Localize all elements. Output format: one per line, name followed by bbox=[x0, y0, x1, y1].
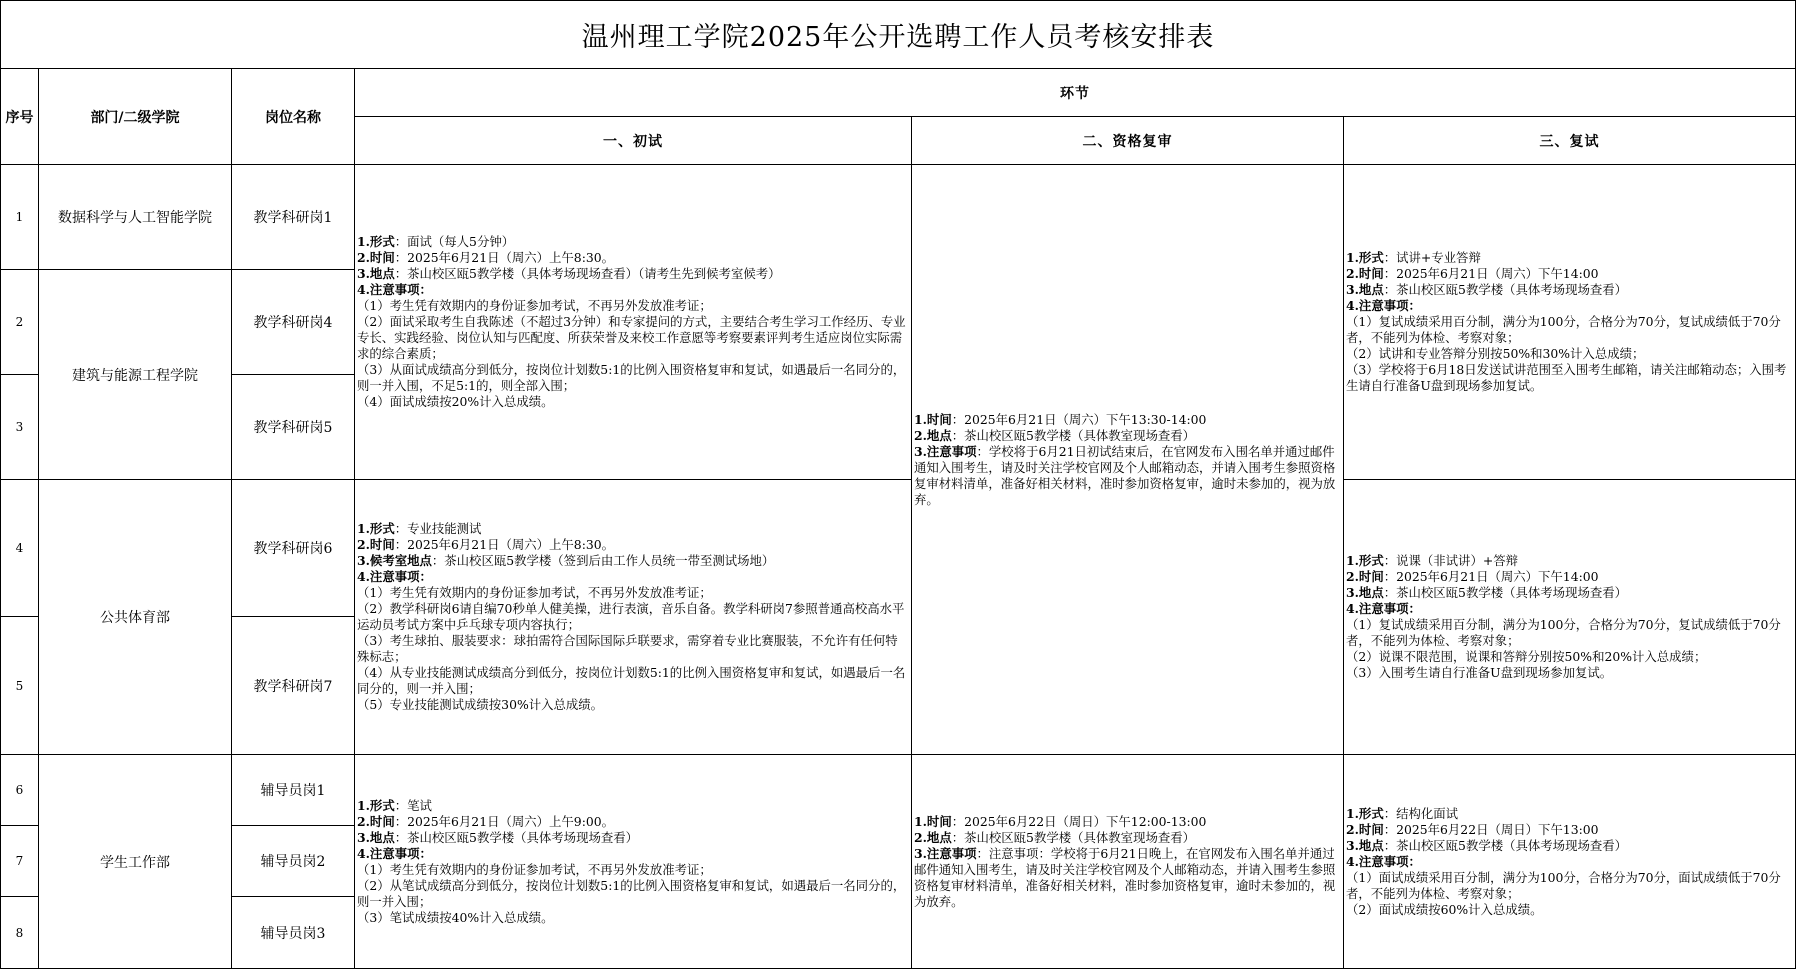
post-cell: 教学科研岗4 bbox=[232, 270, 355, 375]
final-exam-cell: 1.形式：说课（非试讲）+答辩 2.时间：2025年6月21日（周六）下午14:00 3.地点：茶山校区瓯5教学楼（具体考场现场查看） 4.注意事项： （1）复试成绩采用百分制，满分为100分，合格分为70分，复试成绩低于70分者，不能列为体检、考察对象； （2）说课不限范围，说课和答辩分别按50%和20%计入总成绩； （3）入围考生请自行准备U盘到现场参加复试。 bbox=[1344, 480, 1796, 755]
field-key: 1.形式 bbox=[357, 797, 395, 813]
field-value: ：结构化面试 bbox=[1383, 805, 1459, 821]
field-value: ：茶山校区瓯5教学楼（具体考场现场查看） bbox=[1383, 585, 1628, 600]
field-key: 3.注意事项 bbox=[914, 443, 977, 459]
note-line: （1）复试成绩采用百分制，满分为100分，合格分为70分，复试成绩低于70分者，不能列为体检、考察对象； bbox=[1346, 314, 1781, 345]
row-seq: 4 bbox=[1, 480, 39, 617]
field-key: 3.地点 bbox=[1346, 282, 1384, 297]
field-value: ：2025年6月21日（周六）上午8:30。 bbox=[394, 250, 615, 265]
field-value: ：笔试 bbox=[394, 797, 432, 813]
note-line: （4）从专业技能测试成绩高分到低分，按岗位计划数5:1的比例入围资格复审和复试，如遇最后一名同分的，则一并入围； bbox=[357, 665, 906, 696]
field-value: ：试讲+专业答辩 bbox=[1383, 250, 1481, 265]
initial-exam-cell: 1.形式：专业技能测试 2.时间：2025年6月21日（周六）上午8:30。 3.候考室地点：茶山校区瓯5教学楼（签到后由工作人员统一带至测试场地） 4.注意事项： （1）考生凭有效期内的身份证参加考试，不再另外发放准考证； （2）教学科研岗6请自编70秒单人健美操，进行表演，音乐自备。教学科研岗7参照普通高校高水平运动员考试方案中乒乓球专项内容执行； （3）考生球拍、服装要求：球拍需符合国际国际乒联要求，需穿着专业比赛服装，不允许有任何特殊标志； （4）从专业技能测试成绩高分到低分，按岗位计划数5:1的比例入围资格复审和复试，如遇最后一名同分的，则一并入围； （5）专业技能测试成绩按30%计入总成绩。 bbox=[355, 480, 912, 755]
row-seq: 7 bbox=[1, 826, 39, 897]
field-key: 1.形式 bbox=[1346, 805, 1384, 821]
field-key: 4.注意事项 bbox=[1346, 298, 1409, 313]
page-title: 温州理工学院2025年公开选聘工作人员考核安排表 bbox=[1, 1, 1796, 69]
qualification-review-cell bbox=[912, 165, 1344, 755]
field-value: ：2025年6月21日（周六）上午9:00。 bbox=[394, 813, 615, 829]
field-key: 3.地点 bbox=[1346, 837, 1384, 853]
row-seq: 8 bbox=[1, 897, 39, 969]
table-row bbox=[1, 165, 1796, 270]
field-key: 1.时间 bbox=[914, 411, 952, 427]
field-value: ：2025年6月22日（周日）下午12:00-13:00 bbox=[951, 813, 1207, 829]
qualification-review-cell bbox=[912, 755, 1344, 969]
post-cell: 教学科研岗7 bbox=[232, 617, 355, 755]
field-value: ：茶山校区瓯5教学楼（具体考场现场查看） bbox=[394, 829, 639, 845]
dept-cell: 学生工作部 bbox=[39, 755, 232, 969]
field-key: 3.地点 bbox=[1346, 585, 1384, 600]
table-row bbox=[1, 480, 1796, 617]
field-key: 1.形式 bbox=[1346, 250, 1384, 265]
note-line: （3）考生球拍、服装要求：球拍需符合国际国际乒联要求，需穿着专业比赛服装，不允许有任何特殊标志； bbox=[357, 633, 898, 664]
field-key: 4.注意事项 bbox=[1346, 853, 1409, 869]
header-stage-final: 三、复试 bbox=[1344, 117, 1796, 165]
row-seq: 5 bbox=[1, 617, 39, 755]
note-line: （2）试讲和专业答辩分别按50%和30%计入总成绩； bbox=[1346, 346, 1645, 361]
note-line: （2）从笔试成绩高分到低分，按岗位计划数5:1的比例入围资格复审和复试，如遇最后一名同分的，则一并入围； bbox=[357, 877, 906, 909]
field-key: 1.形式 bbox=[357, 234, 395, 249]
post-cell: 辅导员岗1 bbox=[232, 755, 355, 826]
dept-cell: 数据科学与人工智能学院 bbox=[39, 165, 232, 270]
initial-exam-cell: 1.形式：笔试 2.时间：2025年6月21日（周六）上午9:00。 3.地点：茶山校区瓯5教学楼（具体考场现场查看） 4.注意事项： （1）考生凭有效期内的身份证参加考试，不再另外发放准考证； （2）从笔试成绩高分到低分，按岗位计划数5:1的比例入围资格复审和复试，如遇最后一名同分的，则一并入围； （3）笔试成绩按40%计入总成绩。 bbox=[355, 755, 912, 969]
note-line: （3）笔试成绩按40%计入总成绩。 bbox=[357, 909, 554, 925]
initial-exam-cell: 1.形式：面试（每人5分钟） 2.时间：2025年6月21日（周六）上午8:30。 3.地点：茶山校区瓯5教学楼（具体考场现场查看）（请考生先到候考室候考） 4.注意事项： （1）考生凭有效期内的身份证参加考试，不再另外发放准考证； （2）面试采取考生自我陈述（不超过3分钟）和专家提问的方式，主要结合考生学习工作经历、专业专长、实践经验、岗位认知与匹配度、所获荣誉及来校工作意愿等考察要素评判考生适应岗位实际需求的综合素质； （3）从面试成绩高分到低分，按岗位计划数5:1的比例入围资格复审和复试，如遇最后一名同分的，则一并入围，不足5:1的，则全部入围； （4）面试成绩按20%计入总成绩。 bbox=[355, 165, 912, 480]
post-cell: 教学科研岗1 bbox=[232, 165, 355, 270]
note-line: （3）学校将于6月18日发送试讲范围至入围考生邮箱，请关注邮箱动态；入围考生请自行准备U盘到现场参加复试。 bbox=[1346, 362, 1787, 393]
field-value: ：面试（每人5分钟） bbox=[394, 234, 515, 249]
field-key: 1.时间 bbox=[914, 813, 952, 829]
field-key: 2.时间 bbox=[357, 537, 395, 552]
field-key: 3.地点 bbox=[357, 829, 395, 845]
field-value: ：专业技能测试 bbox=[394, 521, 482, 536]
note-line: （5）专业技能测试成绩按30%计入总成绩。 bbox=[357, 697, 604, 712]
header-post: 岗位名称 bbox=[232, 69, 355, 165]
field-value: ：茶山校区瓯5教学楼（具体考场现场查看） bbox=[1383, 837, 1628, 853]
header-stage: 环节 bbox=[355, 69, 1796, 117]
field-key: 4.注意事项 bbox=[1346, 601, 1409, 616]
field-key: 2.时间 bbox=[1346, 821, 1384, 837]
final-exam-cell: 1.形式：结构化面试 2.时间：2025年6月22日（周日）下午13:00 3.地点：茶山校区瓯5教学楼（具体考场现场查看） 4.注意事项： （1）面试成绩采用百分制，满分为100分，合格分为70分，面试成绩低于70分者，不能列为体检、考察对象； （2）面试成绩按60%计入总成绩。 bbox=[1344, 755, 1796, 969]
field-value: ：2025年6月22日（周日）下午13:00 bbox=[1383, 821, 1599, 837]
header-stage-initial: 一、初试 bbox=[355, 117, 912, 165]
note-line: （2）说课不限范围，说课和答辩分别按50%和20%计入总成绩； bbox=[1346, 649, 1707, 664]
dept-cell: 公共体育部 bbox=[39, 480, 232, 755]
field-key: 3.地点 bbox=[357, 266, 395, 281]
row-seq: 3 bbox=[1, 375, 39, 480]
field-value: ：说课（非试讲）+答辩 bbox=[1383, 553, 1519, 568]
note-line: （1）复试成绩采用百分制，满分为100分，合格分为70分，复试成绩低于70分者，不能列为体检、考察对象； bbox=[1346, 617, 1781, 648]
row-seq: 1 bbox=[1, 165, 39, 270]
note-line: （1）考生凭有效期内的身份证参加考试，不再另外发放准考证； bbox=[357, 298, 712, 313]
post-cell: 辅导员岗3 bbox=[232, 897, 355, 969]
note-line: （2）教学科研岗6请自编70秒单人健美操，进行表演，音乐自备。教学科研岗7参照普通高校高水平运动员考试方案中乒乓球专项内容执行； bbox=[357, 601, 905, 632]
field-key: 2.地点 bbox=[914, 829, 952, 845]
note-line: （2）面试采取考生自我陈述（不超过3分钟）和专家提问的方式，主要结合考生学习工作经历、专业专长、实践经验、岗位认知与匹配度、所获荣誉及来校工作意愿等考察要素评判考生适应岗位实际需求的综合素质； bbox=[357, 314, 906, 361]
note-line: （1）考生凭有效期内的身份证参加考试，不再另外发放准考证； bbox=[357, 861, 712, 877]
field-key: 2.时间 bbox=[1346, 266, 1384, 281]
field-value: ：2025年6月21日（周六）下午14:00 bbox=[1383, 266, 1599, 281]
field-key: 1.形式 bbox=[1346, 553, 1384, 568]
field-value: ：茶山校区瓯5教学楼（签到后由工作人员统一带至测试场地） bbox=[431, 553, 775, 568]
post-cell: 教学科研岗5 bbox=[232, 375, 355, 480]
field-value: ：茶山校区瓯5教学楼（具体考场现场查看）（请考生先到候考室候考） bbox=[394, 266, 781, 281]
field-key: 1.形式 bbox=[357, 521, 395, 536]
field-value: ：茶山校区瓯5教学楼（具体考场现场查看） bbox=[1383, 282, 1628, 297]
field-key: 2.时间 bbox=[357, 813, 395, 829]
field-key: 4.注意事项 bbox=[357, 282, 420, 297]
header-dept: 部门/二级学院 bbox=[39, 69, 232, 165]
header-seq: 序号 bbox=[1, 69, 39, 165]
field-key: 2.时间 bbox=[357, 250, 395, 265]
note-line: （2）面试成绩按60%计入总成绩。 bbox=[1346, 901, 1543, 917]
note-line: （3）从面试成绩高分到低分，按岗位计划数5:1的比例入围资格复审和复试，如遇最后一名同分的，则一并入围，不足5:1的，则全部入围； bbox=[357, 362, 906, 393]
header-stage-review: 二、资格复审 bbox=[912, 117, 1344, 165]
note-line: （1）考生凭有效期内的身份证参加考试，不再另外发放准考证； bbox=[357, 585, 712, 600]
field-key: 2.地点 bbox=[914, 427, 952, 443]
field-value: ：注意事项：学校将于6月21日晚上，在官网发布入围名单并通过邮件通知入围考生，请及时关注学校官网及个人邮箱动态，并请入围考生参照资格复审材料清单，准备好相关材料，准时参加资格复审，逾时未参加的，视为放弃。 bbox=[914, 845, 1336, 909]
table-row bbox=[1, 755, 1796, 826]
field-key: 3.候考室地点 bbox=[357, 553, 432, 568]
row-seq: 6 bbox=[1, 755, 39, 826]
note-line: （3）入围考生请自行准备U盘到现场参加复试。 bbox=[1346, 665, 1613, 680]
field-value: ：2025年6月21日（周六）下午13:30-14:00 bbox=[951, 411, 1207, 427]
field-value: ：2025年6月21日（周六）下午14:00 bbox=[1383, 569, 1599, 584]
field-value: ：茶山校区瓯5教学楼（具体教室现场查看） bbox=[951, 427, 1196, 443]
post-cell: 辅导员岗2 bbox=[232, 826, 355, 897]
post-cell: 教学科研岗6 bbox=[232, 480, 355, 617]
field-value: ：学校将于6月21日初试结束后，在官网发布入围名单并通过邮件通知入围考生，请及时关注学校官网及个人邮箱动态，并请入围考生参照资格复审材料清单，准备好相关材料，准时参加资格复审，逾时未参加的，视为放弃。 bbox=[914, 443, 1336, 507]
dept-cell: 建筑与能源工程学院 bbox=[39, 270, 232, 480]
field-key: 3.注意事项 bbox=[914, 845, 977, 861]
field-key: 4.注意事项 bbox=[357, 845, 420, 861]
note-line: （1）面试成绩采用百分制，满分为100分，合格分为70分，面试成绩低于70分者，不能列为体检、考察对象； bbox=[1346, 869, 1781, 901]
row-seq: 2 bbox=[1, 270, 39, 375]
field-key: 4.注意事项 bbox=[357, 569, 420, 584]
field-key: 2.时间 bbox=[1346, 569, 1384, 584]
field-value: ：2025年6月21日（周六）上午8:30。 bbox=[394, 537, 615, 552]
field-value: ：茶山校区瓯5教学楼（具体教室现场查看） bbox=[951, 829, 1196, 845]
note-line: （4）面试成绩按20%计入总成绩。 bbox=[357, 394, 554, 409]
final-exam-cell: 1.形式：试讲+专业答辩 2.时间：2025年6月21日（周六）下午14:00 3.地点：茶山校区瓯5教学楼（具体考场现场查看） 4.注意事项： （1）复试成绩采用百分制，满分为100分，合格分为70分，复试成绩低于70分者，不能列为体检、考察对象； （2）试讲和专业答辩分别按50%和30%计入总成绩； （3）学校将于6月18日发送试讲范围至入围考生邮箱，请关注邮箱动态；入围考生请自行准备U盘到现场参加复试。 bbox=[1344, 165, 1796, 480]
